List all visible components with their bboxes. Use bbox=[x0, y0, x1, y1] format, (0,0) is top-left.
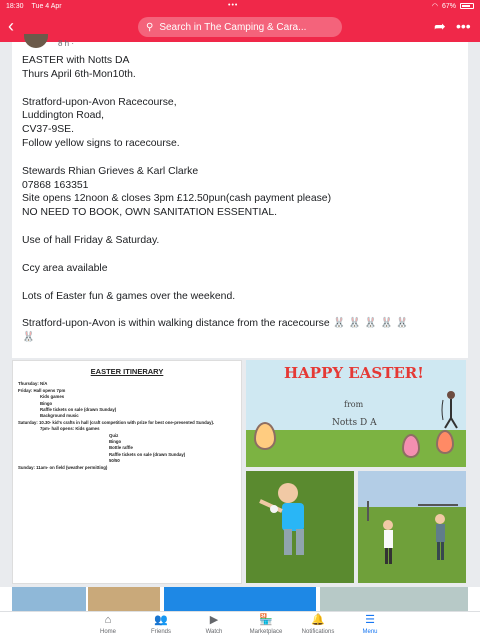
post-text-line: Site opens 12noon & closes 3pm £12.50pun(cash payment please) bbox=[22, 193, 332, 205]
tab-label: Watch bbox=[205, 629, 223, 635]
wifi-icon: ◠ bbox=[431, 3, 438, 10]
battery-percent: 67% bbox=[441, 2, 456, 10]
paragraph-gap bbox=[22, 248, 462, 262]
itinerary-row: Quiz bbox=[109, 432, 119, 438]
tab-watch[interactable] bbox=[184, 614, 244, 635]
children-figures-icon bbox=[358, 471, 466, 583]
post-text-line: Follow yellow signs to racecourse. bbox=[22, 137, 180, 149]
itinerary-row: Raffle tickets on sale (drawn Sunday) bbox=[109, 451, 186, 457]
feed-gutter-left bbox=[0, 42, 12, 587]
paragraph-gap bbox=[22, 303, 462, 317]
watch-icon: ▶ bbox=[209, 614, 219, 626]
itinerary-row: Thursday: N/A bbox=[18, 381, 48, 387]
itinerary-row: 7pm- hall opens: Kids games bbox=[40, 426, 100, 432]
post-text-line: Stratford-upon-Avon Racecourse, bbox=[22, 96, 177, 108]
next-post-preview[interactable] bbox=[12, 587, 468, 611]
home-icon: ⌂ bbox=[104, 614, 112, 626]
post-timestamp: 8 h · bbox=[58, 39, 75, 48]
itinerary-row: Bingo bbox=[40, 400, 53, 406]
greeting-group: Notts D A bbox=[332, 418, 377, 428]
itinerary-row: Friday: Hall opens 7pm bbox=[18, 387, 66, 393]
post-body bbox=[22, 54, 462, 345]
post-text-line: Use of hall Friday & Saturday. bbox=[22, 234, 160, 246]
preview-photo bbox=[12, 587, 86, 611]
child-playing-photo[interactable] bbox=[246, 471, 354, 583]
itinerary-row: Kids games bbox=[40, 394, 65, 400]
post-text-line: 07868 163351 bbox=[22, 179, 89, 191]
post-text-line: Stewards Rhian Grieves & Karl Clarke bbox=[22, 165, 199, 177]
egg-illustration bbox=[402, 434, 420, 458]
easter-greeting-photo[interactable] bbox=[246, 360, 466, 467]
itinerary-row: Sunday: 11am- on field (weather permitting) bbox=[18, 464, 108, 470]
paragraph-gap bbox=[22, 82, 462, 96]
tab-marketplace[interactable] bbox=[236, 614, 296, 635]
tab-label: Home bbox=[99, 629, 116, 635]
group-header-bar bbox=[0, 12, 480, 42]
tab-home[interactable] bbox=[78, 614, 138, 635]
battery-icon bbox=[460, 3, 474, 9]
author-avatar[interactable] bbox=[24, 34, 48, 48]
marketplace-icon: 🏪 bbox=[259, 614, 273, 626]
greeting-from: from bbox=[344, 400, 364, 409]
itinerary-title: EASTER ITINERARY bbox=[90, 367, 164, 376]
tab-notifications[interactable] bbox=[288, 614, 348, 635]
preview-photo bbox=[164, 587, 316, 611]
paragraph-gap bbox=[22, 220, 462, 234]
feed-gutter-right bbox=[468, 42, 480, 587]
post-text-line: EASTER with Notts DA bbox=[22, 55, 130, 66]
itinerary-row: 50/50 bbox=[109, 458, 120, 464]
itinerary-row: Background music bbox=[40, 413, 79, 419]
friends-icon: 👥 bbox=[154, 614, 168, 626]
post-text-line: Lots of Easter fun & games over the weekend. bbox=[22, 290, 236, 302]
itinerary-row: Raffle tickets on sale (drawn Sunday) bbox=[40, 407, 117, 413]
post-text-line: Stratford-upon-Avon is within walking distance from the racecourse 🐰 🐰 🐰 🐰 🐰 bbox=[22, 318, 409, 330]
post-text-line: Luddington Road, bbox=[22, 110, 105, 122]
children-on-field-photo[interactable] bbox=[358, 471, 466, 583]
tab-label: Notifications bbox=[301, 629, 335, 635]
multitask-dots-icon[interactable]: ••• bbox=[228, 2, 239, 9]
archer-figure-icon bbox=[441, 390, 461, 430]
preview-photo bbox=[88, 587, 160, 611]
egg-illustration bbox=[254, 422, 276, 450]
itinerary-photo[interactable] bbox=[12, 360, 242, 584]
status-bar bbox=[0, 0, 480, 12]
bottom-tab-bar bbox=[0, 611, 480, 640]
search-placeholder: Search in The Camping & Cara... bbox=[159, 21, 307, 33]
itinerary-row: Bingo bbox=[109, 439, 122, 445]
more-options-icon[interactable]: ••• bbox=[456, 18, 471, 34]
tab-label: Friends bbox=[150, 629, 171, 635]
photo-grid bbox=[12, 358, 468, 587]
post-text-line: CV37-9SE. bbox=[22, 124, 74, 136]
group-search-input[interactable] bbox=[138, 17, 342, 37]
post-text-line: 🐰 bbox=[22, 332, 35, 344]
preview-photo bbox=[320, 587, 468, 611]
share-icon[interactable]: ➦ bbox=[434, 18, 446, 34]
paragraph-gap bbox=[22, 276, 462, 290]
greeting-headline: HAPPY EASTER! bbox=[284, 364, 424, 382]
back-chevron-icon[interactable]: ‹ bbox=[8, 16, 14, 36]
post-text-line: Ccy area available bbox=[22, 262, 108, 274]
itinerary-row: Bottle raffle bbox=[109, 445, 133, 451]
post-text-line: NO NEED TO BOOK, OWN SANITATION ESSENTIAL. bbox=[22, 207, 277, 219]
menu-icon: ☰ bbox=[365, 614, 375, 626]
status-time: 18:30 bbox=[6, 2, 24, 10]
itinerary-row: Saturday: 10.30- kid's crafts in hall (craft competition with prize for best one-presented Sunday). bbox=[18, 419, 215, 425]
tab-friends[interactable] bbox=[131, 614, 191, 635]
egg-illustration bbox=[436, 430, 454, 454]
status-date: Tue 4 Apr bbox=[31, 2, 62, 10]
search-icon: ⚲ bbox=[146, 21, 154, 33]
tab-label: Menu bbox=[362, 629, 378, 635]
tab-menu[interactable] bbox=[340, 614, 400, 635]
paragraph-gap bbox=[22, 151, 462, 165]
post-text-line: Thurs April 6th-Mon10th. bbox=[22, 68, 136, 80]
group-post bbox=[0, 39, 480, 587]
child-figure-icon bbox=[246, 471, 354, 583]
bell-icon: 🔔 bbox=[311, 614, 325, 626]
tab-label: Marketplace bbox=[249, 629, 283, 635]
